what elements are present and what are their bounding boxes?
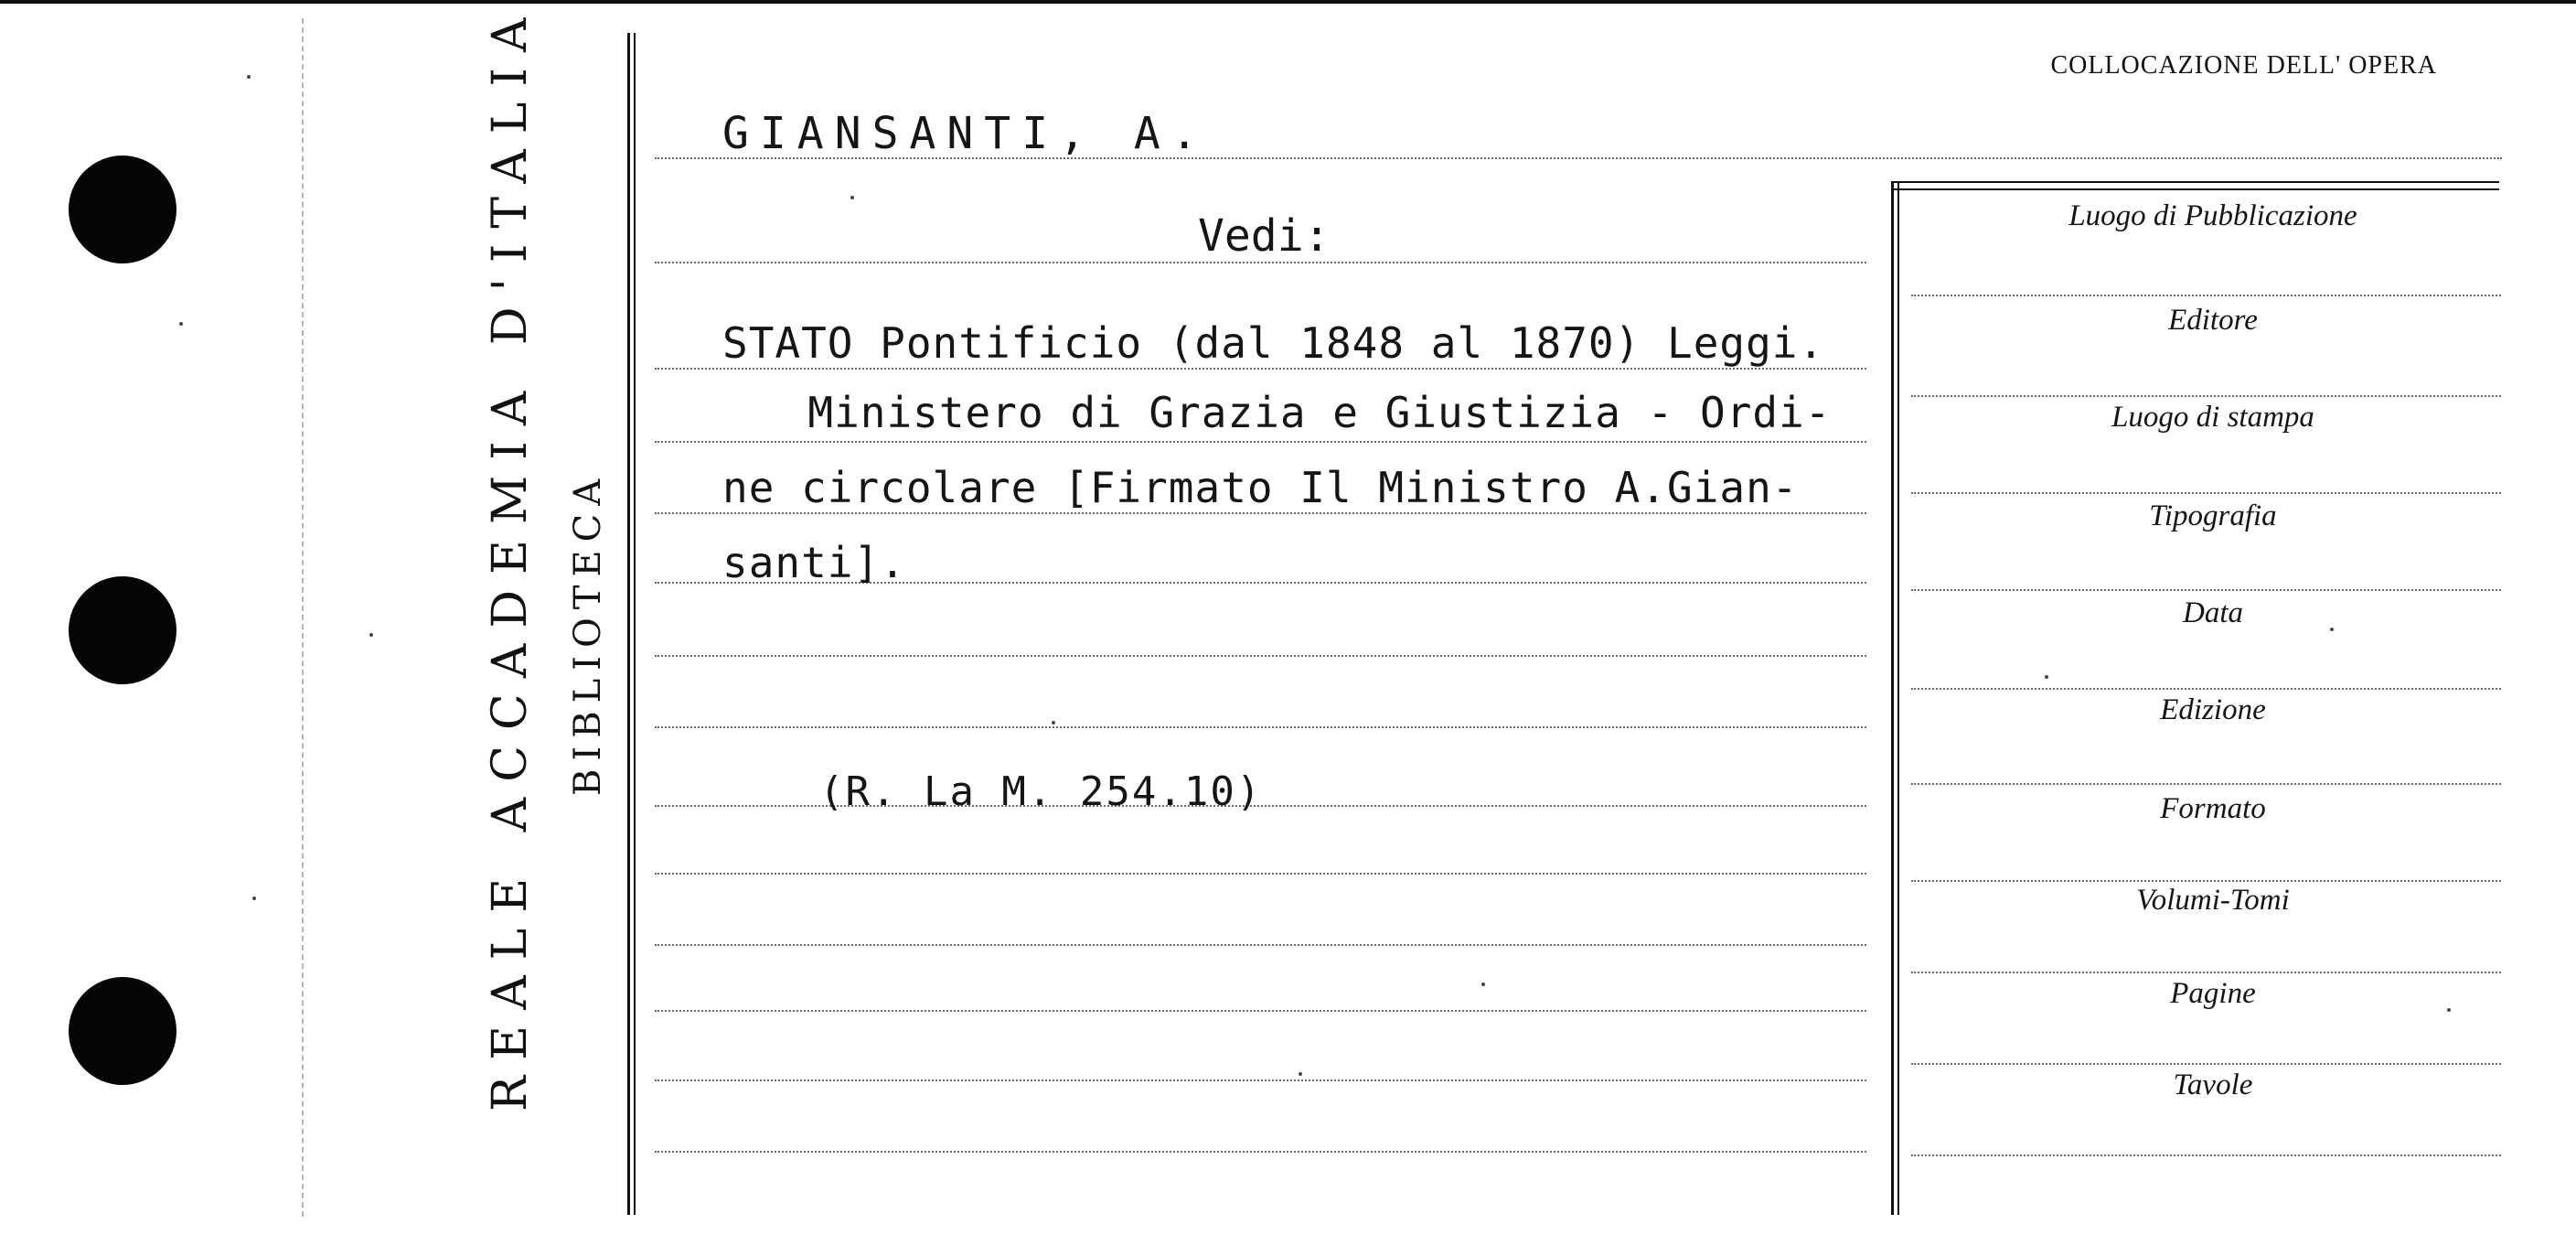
field-label-volumes: Volumi-Tomi [2136, 884, 2290, 917]
writing-line [655, 368, 1866, 370]
writing-line [655, 262, 1866, 263]
paper-speck [1481, 983, 1485, 986]
field-line [1911, 783, 2501, 785]
author-heading: GIANSANTI, A. [722, 108, 1209, 159]
entry-line: Ministero di Grazia e Giustizia - Ordi- [755, 388, 1832, 437]
punch-hole-top [69, 156, 176, 263]
paper-speck [2330, 628, 2334, 631]
field-line [1911, 395, 2501, 397]
field-line [1911, 880, 2501, 882]
paper-speck [1299, 1072, 1302, 1076]
field-label-place-of-printing: Luogo di stampa [2111, 401, 2314, 434]
punch-hole-bottom [69, 977, 176, 1085]
right-double-rule [1891, 183, 1899, 1215]
institution-name: REALE ACCADEMIA D'ITALIA [483, 2, 538, 1112]
writing-line [655, 1151, 1866, 1153]
writing-line [655, 1010, 1866, 1012]
writing-line [655, 944, 1866, 946]
see-reference: Vedi: [1198, 210, 1331, 262]
field-label-format: Formato [2160, 792, 2266, 825]
paper-speck [247, 75, 251, 79]
writing-line [655, 655, 1866, 657]
field-label-edition: Edizione [2160, 693, 2266, 726]
field-line [1911, 972, 2501, 973]
field-line [1911, 492, 2501, 494]
field-line [1911, 688, 2501, 690]
writing-line [655, 873, 1866, 875]
field-label-pages: Pagine [2170, 977, 2256, 1010]
field-label-publisher: Editore [2168, 304, 2258, 337]
punch-hole-middle [69, 576, 176, 684]
stub-perforation-line [302, 18, 304, 1217]
paper-speck [2447, 1008, 2451, 1012]
field-label-date: Data [2183, 596, 2243, 629]
shelfmark: (R. La M. 254.10) [819, 768, 1263, 815]
paper-speck [1052, 721, 1055, 725]
card-top-border [0, 0, 2576, 4]
field-line [1911, 589, 2501, 591]
writing-line [655, 441, 1866, 443]
paper-speck [179, 322, 183, 326]
writing-line [655, 512, 1866, 514]
field-line [1911, 1154, 2501, 1156]
field-line [1911, 295, 2501, 296]
paper-speck [252, 897, 256, 900]
left-double-rule [627, 33, 636, 1215]
library-name: BIBLIOTECA [567, 470, 609, 796]
paper-speck [850, 196, 854, 199]
writing-line [655, 726, 1866, 728]
entry-line: ne circolare [Firmato Il Ministro A.Gian- [722, 463, 1799, 512]
field-label-place-of-publication: Luogo di Pubblicazione [2068, 199, 2357, 232]
entry-line: santi]. [722, 538, 906, 587]
paper-speck [2045, 675, 2048, 679]
location-header: COLLOCAZIONE DELL' OPERA [2050, 51, 2437, 80]
field-label-plates: Tavole [2173, 1069, 2253, 1101]
location-panel-top-rule [1891, 181, 2499, 190]
field-label-printer: Tipografia [2149, 499, 2277, 532]
field-line [1911, 1063, 2501, 1065]
paper-speck [369, 633, 373, 637]
writing-line [655, 1079, 1866, 1081]
entry-line: STATO Pontificio (dal 1848 al 1870) Leggi. [722, 318, 1825, 368]
